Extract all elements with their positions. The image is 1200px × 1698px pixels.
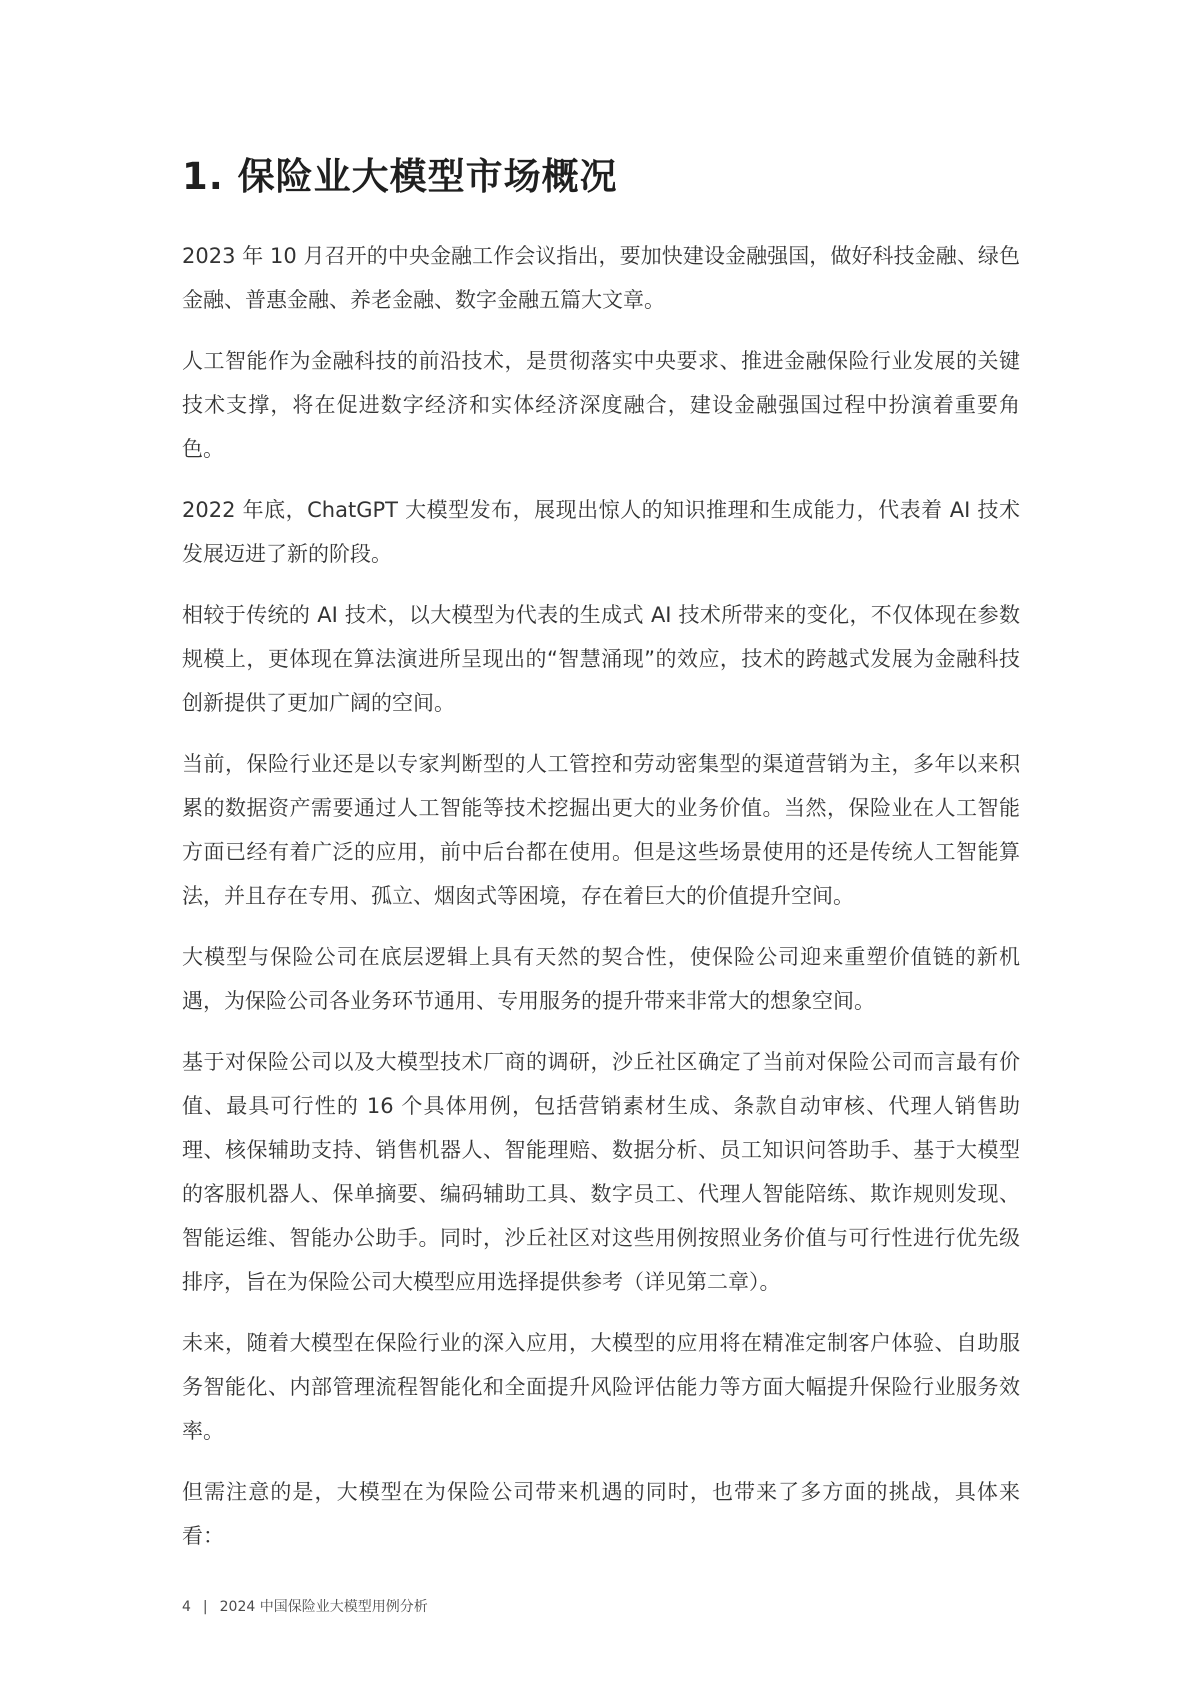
page-number: 4 [182, 1599, 191, 1615]
paragraph-chatgpt-release: 2022 年底，ChatGPT 大模型发布，展现出惊人的知识推理和生成能力，代表着 AI 技术发展迈进了新的阶段。 [182, 498, 1020, 566]
footer-doc-title: 2024 中国保险业大模型用例分析 [219, 1599, 428, 1615]
page-content [182, 150, 1020, 1575]
page-footer [182, 1597, 428, 1617]
paragraph-ai-fintech: 人工智能作为金融科技的前沿技术，是贯彻落实中央要求、推进金融保险行业发展的关键技术支撑，将在促进数字经济和实体经济深度融合，建设金融强国过程中扮演着重要角色。 [182, 349, 1020, 461]
section-title: 1. 保险业大模型市场概况 [182, 155, 618, 198]
paragraph-challenges-intro: 但需注意的是，大模型在为保险公司带来机遇的同时，也带来了多方面的挑战，具体来看： [182, 1480, 1020, 1548]
paragraph-insurance-current-state: 当前，保险行业还是以专家判断型的人工管控和劳动密集型的渠道营销为主，多年以来积累的数据资产需要通过人工智能等技术挖掘出更大的业务价值。当然，保险业在人工智能方面已经有着广泛的应用，前中后台都在使用。但是这些场景使用的还是传统人工智能算法，并且存在专用、孤立、烟囱式等困境，存在着巨大的价值提升空间。 [182, 752, 1020, 908]
paragraph-future-outlook: 未来，随着大模型在保险行业的深入应用，大模型的应用将在精准定制客户体验、自助服务智能化、内部管理流程智能化和全面提升风险评估能力等方面大幅提升保险行业服务效率。 [182, 1331, 1020, 1443]
paragraph-llm-insurance-fit: 大模型与保险公司在底层逻辑上具有天然的契合性，使保险公司迎来重塑价值链的新机遇，为保险公司各业务环节通用、专用服务的提升带来非常大的想象空间。 [182, 945, 1020, 1013]
paragraph-16-use-cases: 基于对保险公司以及大模型技术厂商的调研，沙丘社区确定了当前对保险公司而言最有价值、最具可行性的 16 个具体用例，包括营销素材生成、条款自动审核、代理人销售助理、核保辅助支持、销售机器人、智能理赔、数据分析、员工知识问答助手、基于大模型的客服机器人、保单摘要、编码辅助工具、数字员工、代理人智能陪练、欺诈规则发现、智能运维、智能办公助手。同时，沙丘社区对这些用例按照业务价值与可行性进行优先级排序，旨在为保险公司大模型应用选择提供参考（详见第二章）。 [182, 1050, 1020, 1294]
paragraph-central-finance-conference: 2023 年 10 月召开的中央金融工作会议指出，要加快建设金融强国，做好科技金融、绿色金融、普惠金融、养老金融、数字金融五篇大文章。 [182, 244, 1020, 312]
paragraph-generative-ai-change: 相较于传统的 AI 技术，以大模型为代表的生成式 AI 技术所带来的变化，不仅体现在参数规模上，更体现在算法演进所呈现出的“智慧涌现”的效应，技术的跨越式发展为金融科技创新提供了更加广阔的空间。 [182, 603, 1020, 715]
footer-separator: | [202, 1599, 208, 1615]
